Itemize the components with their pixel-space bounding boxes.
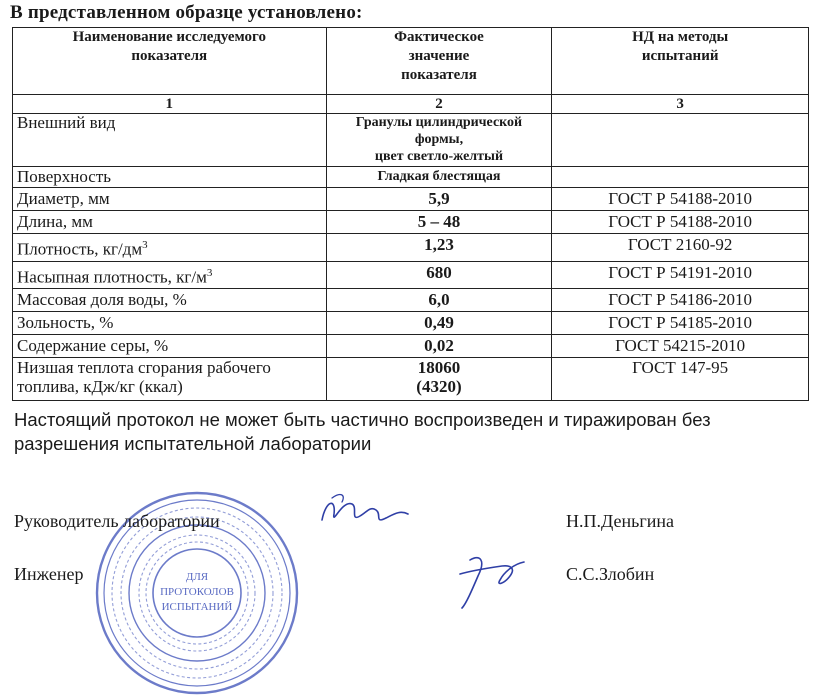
row-name: Длина, мм	[13, 211, 327, 234]
signature-engineer	[440, 546, 530, 616]
row-standard: ГОСТ Р 54186-2010	[552, 289, 809, 312]
results-table	[12, 27, 809, 401]
row-name: Низшая теплота сгорания рабочего топлива, кДж/кг (ккал)	[13, 358, 327, 401]
row-standard	[552, 167, 809, 188]
row-value: 680	[326, 261, 552, 289]
row-name	[13, 261, 327, 289]
row-value-line: 18060	[417, 358, 461, 378]
row-value-line: (4320)	[416, 377, 462, 397]
row-name: Внешний вид	[13, 114, 327, 167]
row-name	[13, 234, 327, 262]
row-value: Гранулы цилиндрической формы, цвет светло-желтый	[326, 114, 552, 167]
row-standard: ГОСТ Р 54185-2010	[552, 312, 809, 335]
stamp-text-line: ДЛЯ	[185, 571, 209, 583]
signature-name: С.С.Злобин	[566, 564, 655, 584]
row-standard: ГОСТ Р 54188-2010	[552, 211, 809, 234]
table-header-row	[13, 28, 809, 95]
row-name: Поверхность	[13, 167, 327, 188]
row-name-text: Плотность, кг/дм	[17, 239, 143, 259]
table-row	[13, 167, 809, 188]
column-number: 1	[13, 95, 327, 114]
row-value: 1,23	[326, 234, 552, 262]
header-indicator-name: Наименование исследуемого показателя	[13, 28, 327, 95]
unit-superscript: 3	[142, 239, 148, 251]
row-value: 5 – 48	[326, 211, 552, 234]
row-name: Содержание серы, %	[13, 335, 327, 358]
header-test-methods: НД на методы испытаний	[552, 28, 809, 95]
row-standard: ГОСТ Р 54191-2010	[552, 261, 809, 289]
unit-superscript: 3	[206, 266, 213, 279]
row-standard: ГОСТ Р 54188-2010	[552, 188, 809, 211]
signature-role: Руководитель лаборатории	[14, 511, 220, 531]
table-row	[13, 289, 809, 312]
table-row	[13, 335, 809, 358]
row-name: Массовая доля воды, %	[13, 289, 327, 312]
row-standard	[552, 114, 809, 167]
section-heading: В представленном образце установлено:	[10, 2, 363, 23]
table-row	[13, 261, 809, 289]
table-row	[13, 188, 809, 211]
header-actual-value: Фактическое значение показателя	[326, 28, 552, 95]
row-standard: ГОСТ 147-95	[552, 358, 809, 401]
row-value: Гладкая блестящая	[326, 167, 552, 188]
signature-head-of-lab	[312, 488, 417, 538]
table-row	[13, 312, 809, 335]
column-number-row	[13, 95, 809, 114]
row-value: 5,9	[326, 188, 552, 211]
row-value: 0,49	[326, 312, 552, 335]
stamp-text-line: ИСПЫТАНИЙ	[161, 601, 233, 613]
column-number: 3	[552, 95, 809, 114]
table-row	[13, 234, 809, 262]
row-value: 0,02	[326, 335, 552, 358]
signature-role: Инженер	[14, 564, 84, 584]
signature-name: Н.П.Деньгина	[566, 511, 674, 531]
row-value	[326, 358, 552, 401]
row-name-text: Насыпная плотность, кг/м	[17, 267, 207, 287]
table-row	[13, 358, 809, 401]
row-value: 6,0	[326, 289, 552, 312]
row-standard: ГОСТ 54215-2010	[552, 335, 809, 358]
row-name: Диаметр, мм	[13, 188, 327, 211]
table-row	[13, 114, 809, 167]
protocol-note: Настоящий протокол не может быть частично воспроизведен и тиражирован без разрешения испытательной лаборатории	[14, 409, 711, 454]
row-standard: ГОСТ 2160-92	[552, 234, 809, 262]
column-number: 2	[326, 95, 552, 114]
row-name: Зольность, %	[13, 312, 327, 335]
table-row	[13, 211, 809, 234]
stamp-text-line: ПРОТОКОЛОВ	[160, 586, 234, 598]
